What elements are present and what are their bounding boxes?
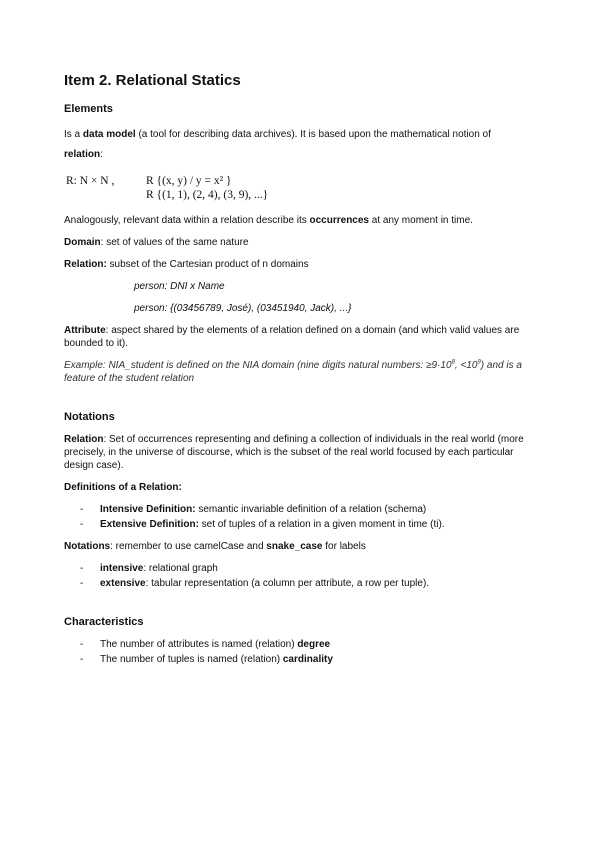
math-relation-values: R {(1, 1), (2, 4), (3, 9), ...}: [146, 189, 269, 201]
characteristics-list: [64, 638, 544, 666]
definitions-list: [64, 503, 544, 531]
section-heading-characteristics: Characteristics: [64, 616, 144, 628]
list-item: - intensive: relational graph: [80, 562, 544, 575]
relation-notation: Relation: Set of occurrences representing and defining a collection of individuals in the real world (more precisely, in the universe of discourse, which is the subset of the real world focused by each particular design case).: [64, 434, 524, 471]
page-title: Item 2. Relational Statics: [64, 72, 241, 89]
list-item: - The number of attributes is named (relation) degree: [80, 638, 544, 651]
section-heading-elements: Elements: [64, 103, 113, 115]
list-item: - The number of tuples is named (relation) cardinality: [80, 653, 544, 666]
attribute-definition: Attribute: aspect shared by the elements of a relation defined on a domain (and which valid values are bounded to it).: [64, 325, 520, 349]
person-schema: person: DNI x Name: [134, 281, 225, 292]
section-heading-notations: Notations: [64, 411, 115, 423]
math-relation-def: R {(x, y) / y = x² }: [146, 175, 232, 187]
occurrences-paragraph: Analogously, relevant data within a relation describe its occurrences at any moment in time.: [64, 215, 473, 226]
document-page: [64, 72, 544, 675]
person-values: person: {(03456789, José), (03451940, Jack), ...}: [134, 303, 352, 314]
list-item: - Intensive Definition: semantic invariable definition of a relation (schema): [80, 503, 544, 516]
math-domain: R: N × N ,: [66, 175, 115, 187]
elements-intro: Is a data model (a tool for describing data archives). It is based upon the mathematical notion of relation:: [64, 129, 491, 160]
domain-definition: Domain: set of values of the same nature: [64, 237, 249, 248]
notations-paragraph: Notations: remember to use camelCase and snake_case for labels: [64, 541, 366, 552]
relation-definition: Relation: subset of the Cartesian product of n domains: [64, 259, 309, 270]
notations-list: [64, 562, 544, 590]
example-paragraph: Example: NIA_student is defined on the NIA domain (nine digits natural numbers: $\ge 9\cdot 10^8$, $<10^9$) and is a feature of the student relation: [64, 359, 522, 384]
list-item: - extensive: tabular representation (a column per attribute, a row per tuple).: [80, 577, 544, 590]
list-item: - Extensive Definition: set of tuples of a relation in a given moment in time (ti).: [80, 518, 544, 531]
math-formula: [66, 174, 544, 204]
definitions-heading: Definitions of a Relation:: [64, 482, 182, 493]
